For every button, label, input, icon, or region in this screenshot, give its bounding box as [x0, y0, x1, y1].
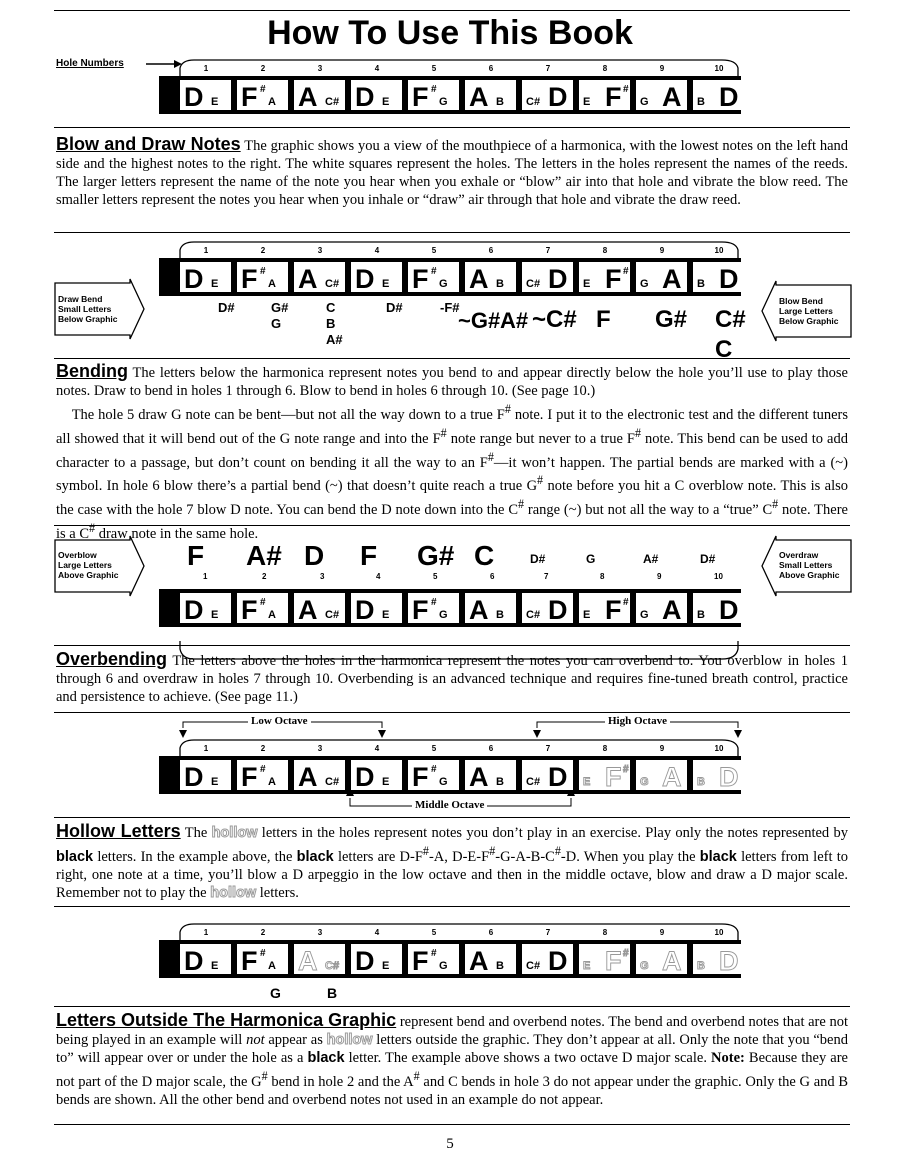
hole-number: 4: [374, 744, 380, 753]
blow-note: F: [605, 946, 622, 976]
hole-9: [636, 760, 687, 792]
draw-bend-note: C: [326, 300, 336, 315]
sharp-mark: #: [431, 764, 437, 775]
overbend-note: D#: [700, 552, 716, 566]
hole-7: [522, 593, 573, 625]
hole-9: [636, 262, 687, 294]
draw-bend-note: D#: [218, 300, 235, 315]
top-rule: [54, 10, 850, 11]
draw-note: B: [697, 960, 705, 972]
blow-note: D: [719, 946, 739, 976]
sharp-mark: #: [260, 948, 266, 959]
blow-note: A: [298, 595, 318, 625]
hole-10: [693, 80, 743, 112]
blow-note: F: [412, 82, 429, 112]
blow-note: D: [355, 595, 375, 625]
draw-note: A: [268, 960, 276, 972]
section-rule: [54, 817, 850, 818]
blow-note: F: [241, 264, 258, 294]
hole-number: 5: [433, 572, 438, 581]
hole-number: 5: [431, 744, 437, 753]
hole-number: 1: [203, 928, 209, 937]
sharp-mark: #: [431, 948, 437, 959]
hole-9: [636, 944, 687, 976]
draw-note: B: [496, 960, 504, 972]
blow-note: D: [355, 762, 375, 792]
hole-number: 7: [545, 246, 551, 255]
section-rule: [54, 232, 850, 233]
blow-note: A: [469, 82, 489, 112]
hole-number: 6: [488, 64, 494, 73]
draw-note: C#: [526, 776, 541, 788]
hole-number: 4: [374, 246, 380, 255]
draw-note: C#: [325, 776, 340, 788]
draw-bend-label: Draw Bend Small Letters Below Graphic: [58, 294, 118, 324]
blow-bend-label: Blow Bend Large Letters Below Graphic: [779, 296, 839, 326]
hole-number: 6: [490, 572, 495, 581]
draw-note: C#: [325, 960, 340, 972]
draw-note: E: [211, 960, 219, 972]
blow-bend-note: ~C#: [532, 306, 577, 333]
draw-note: B: [496, 609, 504, 621]
blow-note: D: [548, 82, 568, 112]
draw-note: G: [439, 776, 448, 788]
hole-number: 8: [600, 572, 605, 581]
hole-number: 3: [320, 572, 325, 581]
hole-4: [351, 593, 402, 625]
overbend-note: G: [586, 552, 596, 566]
draw-note: E: [382, 96, 390, 108]
sharp-mark: #: [260, 764, 266, 775]
overbend-note: G#: [417, 540, 455, 571]
draw-bend-note: G#: [271, 300, 289, 315]
hole-number: 9: [659, 64, 665, 73]
hole-number: 1: [203, 246, 209, 255]
section-rule: [54, 906, 850, 907]
hole-2: [237, 944, 288, 976]
draw-note: C#: [526, 960, 541, 972]
blow-note: A: [469, 595, 489, 625]
draw-note: E: [211, 776, 219, 788]
blow-note: D: [719, 82, 739, 112]
hole-1: [180, 760, 231, 792]
hole-1: [180, 262, 231, 294]
hole-number: 4: [376, 572, 381, 581]
hole-9: [636, 593, 687, 625]
blow-note: F: [605, 82, 622, 112]
hollow-heading: Hollow Letters: [56, 821, 181, 841]
blow-note: D: [719, 595, 739, 625]
sharp-mark: #: [431, 266, 437, 277]
hole-number: 8: [602, 246, 608, 255]
hole-5: [408, 262, 459, 294]
draw-note: G: [640, 609, 649, 621]
draw-bend-note: B: [326, 316, 336, 331]
draw-note: E: [211, 609, 219, 621]
hole-number: 10: [714, 928, 724, 937]
sharp-mark: #: [260, 266, 266, 277]
hole-number: 8: [602, 928, 608, 937]
draw-note: B: [496, 278, 504, 290]
hole-number: 2: [260, 246, 266, 255]
draw-note: E: [382, 960, 390, 972]
hole-2: [237, 593, 288, 625]
sharp-mark: #: [623, 266, 629, 277]
hole-1: [180, 80, 231, 112]
hole-2: [237, 80, 288, 112]
blow-note: F: [605, 595, 622, 625]
hole-3: [294, 593, 345, 625]
draw-note: C#: [526, 609, 541, 621]
hole-7: [522, 944, 573, 976]
sharp-mark: #: [431, 84, 437, 95]
blow-note: F: [241, 595, 258, 625]
sharp-mark: #: [623, 764, 629, 775]
blow-note: D: [548, 595, 568, 625]
hole-number: 5: [431, 246, 437, 255]
blow-note: F: [605, 762, 622, 792]
overbend-note: C: [474, 540, 495, 571]
section-rule: [54, 358, 850, 359]
blow-note: F: [412, 264, 429, 294]
hole-1: [180, 944, 231, 976]
hole-number: 8: [602, 64, 608, 73]
sharp-mark: #: [623, 948, 629, 959]
draw-note: C#: [325, 609, 340, 621]
blow-bend-note: C#: [715, 306, 746, 333]
draw-note: G: [640, 776, 649, 788]
hole-7: [522, 80, 573, 112]
hole-number: 9: [659, 246, 665, 255]
blow-note: D: [355, 264, 375, 294]
blow-draw-paragraph: Blow and Draw Notes The graphic shows you a view of the mouthpiece of a harmonica, with the lowest notes on the left hand side and the highest notes to the right. The white squares represent the holes. The letters in the holes represent the names of the reeds. The larger letters represent the name of the note you hear when you exhale or “blow” air into that hole and vibrate the blow reed. The smaller letters represent the notes you hear when you inhale or “draw” air through that hole and vibrate the draw reed.: [56, 134, 848, 208]
outside-heading: Letters Outside The Harmonica Graphic: [56, 1010, 397, 1030]
overbend-note: D#: [530, 552, 546, 566]
hole-5: [408, 593, 459, 625]
draw-note: A: [268, 96, 276, 108]
sharp-mark: #: [260, 84, 266, 95]
section-rule: [54, 645, 850, 646]
hole-number: 2: [260, 928, 266, 937]
hole-5: [408, 80, 459, 112]
blow-note: F: [241, 946, 258, 976]
draw-note: E: [211, 96, 219, 108]
hole-number: 10: [714, 744, 724, 753]
hole-6: [465, 262, 516, 294]
hole-5: [408, 944, 459, 976]
section-rule: [54, 1006, 850, 1007]
draw-bend-note: A#: [326, 332, 343, 347]
draw-note: G: [640, 960, 649, 972]
blow-note: A: [298, 264, 318, 294]
draw-note: B: [697, 278, 705, 290]
hole-number: 1: [203, 572, 208, 581]
low-octave-label: Low Octave: [248, 715, 311, 727]
hole-number: 9: [657, 572, 662, 581]
hole-number: 6: [488, 928, 494, 937]
hole-number: 1: [203, 64, 209, 73]
blow-note: A: [298, 762, 318, 792]
blow-note: D: [355, 82, 375, 112]
hole-4: [351, 760, 402, 792]
blow-note: A: [662, 595, 682, 625]
draw-note: G: [439, 609, 448, 621]
blow-bend-note: F: [596, 306, 611, 333]
blow-note: A: [662, 946, 682, 976]
draw-note: B: [496, 96, 504, 108]
hole-1: [180, 593, 231, 625]
overbending-heading: Overbending: [56, 649, 168, 669]
high-octave-label: High Octave: [605, 715, 670, 727]
hole-number: 6: [488, 246, 494, 255]
hole-3: [294, 944, 345, 976]
hole-3: [294, 80, 345, 112]
blow-note: D: [548, 762, 568, 792]
hole-6: [465, 593, 516, 625]
draw-note: A: [268, 776, 276, 788]
blow-note: A: [469, 264, 489, 294]
hole-number: 1: [203, 744, 209, 753]
hole-2: [237, 760, 288, 792]
blow-draw-heading: Blow and Draw Notes: [56, 134, 241, 154]
hole-8: [579, 593, 630, 625]
blow-bend-note: G#: [655, 306, 688, 333]
draw-note: B: [697, 609, 705, 621]
hole-number: 9: [659, 928, 665, 937]
hole-9: [636, 80, 687, 112]
overblow-label: Overblow Large Letters Above Graphic: [58, 550, 119, 580]
draw-note: E: [211, 278, 219, 290]
hole-8: [579, 760, 630, 792]
hole-10: [693, 760, 743, 792]
blow-note: A: [662, 762, 682, 792]
overbend-note: D: [304, 540, 325, 571]
hole-numbers-label: Hole Numbers: [56, 58, 124, 69]
draw-bend-note: A#: [500, 308, 529, 333]
bottom-rule: [54, 1124, 850, 1125]
hole-6: [465, 760, 516, 792]
blow-note: D: [184, 762, 204, 792]
overbend-note: F: [187, 540, 205, 571]
draw-note: E: [583, 609, 591, 621]
sharp-mark: #: [260, 597, 266, 608]
blow-note: D: [719, 762, 739, 792]
blow-note: F: [605, 264, 622, 294]
blow-note: A: [469, 762, 489, 792]
hole-8: [579, 80, 630, 112]
overbending-paragraph: Overbending The letters above the holes in the harmonica represent the notes you can overbend to. You overblow in holes 1 through 6 and overdraw in holes 7 through 10. Overbending is an advanced technique and requires fine-tuned breath control, practice and persistence to achieve. (See page 11.): [56, 649, 848, 705]
section-rule: [54, 712, 850, 713]
hole-number: 4: [374, 928, 380, 937]
blow-note: F: [412, 762, 429, 792]
draw-note: G: [439, 96, 448, 108]
blow-note: F: [241, 762, 258, 792]
draw-note: G: [640, 278, 649, 290]
blow-note: D: [184, 946, 204, 976]
blow-note: F: [412, 595, 429, 625]
hole-number: 3: [317, 744, 323, 753]
hole-6: [465, 80, 516, 112]
draw-note: A: [268, 609, 276, 621]
blow-note: F: [241, 82, 258, 112]
outside-paragraph: Letters Outside The Harmonica Graphic represent bend and overbend notes. The bend and overbend notes that are not being played in an example will not appear as hollow letters outside the graphic. They don’t appear at all. Only the note that you “bend to” will appear over or under the hole as a black letter. The example above shows a two octave D major scale. Note: Because they are not part of the D major scale, the G# bend in hole 2 and the A# and C bends in hole 3 do not appear under the graphic. Only the G and B bends are shown. All the other bend and overbend notes not used in an example do not appear.: [56, 1010, 849, 1108]
hole-number: 3: [317, 64, 323, 73]
outside-bend-note: B: [327, 985, 338, 1001]
draw-note: B: [697, 776, 705, 788]
sharp-mark: #: [431, 597, 437, 608]
hollow-paragraph: Hollow Letters The hollow letters in the holes represent notes you don’t play in an exercise. Play only the notes represented by black letters. In the example above, the black letters are D-F#-A, D-E-F#-G-A-B-C#-D. When you play the black letters from left to right, one note at a time, you’ll blow a D arpeggio in the low octave and then in the middle octave, blow and draw a D major scale. Remember not to play the hollow letters.: [56, 821, 848, 901]
draw-bend-note: -F#: [440, 300, 460, 315]
hole-number: 6: [488, 744, 494, 753]
outside-bend-note: G: [270, 985, 281, 1001]
hole-8: [579, 262, 630, 294]
hole-10: [693, 944, 743, 976]
blow-note: D: [355, 946, 375, 976]
hole-number: 8: [602, 744, 608, 753]
hole-number: 7: [545, 64, 551, 73]
overdraw-label: Overdraw Small Letters Above Graphic: [779, 550, 840, 580]
hole-6: [465, 944, 516, 976]
draw-note: E: [382, 776, 390, 788]
draw-note: C#: [325, 278, 340, 290]
blow-note: A: [298, 82, 318, 112]
blow-note: D: [184, 595, 204, 625]
overbend-note: F: [360, 540, 378, 571]
hole-10: [693, 593, 743, 625]
overbend-note: A#: [246, 540, 282, 571]
draw-note: E: [583, 96, 591, 108]
blow-bend-note: C: [715, 336, 733, 363]
draw-note: G: [640, 96, 649, 108]
draw-bend-note: D#: [386, 300, 403, 315]
blow-note: A: [298, 946, 318, 976]
blow-note: D: [548, 946, 568, 976]
hole-4: [351, 944, 402, 976]
hole-7: [522, 760, 573, 792]
draw-note: G: [439, 960, 448, 972]
blow-note: F: [412, 946, 429, 976]
sharp-mark: #: [623, 84, 629, 95]
hole-10: [693, 262, 743, 294]
draw-note: E: [583, 960, 591, 972]
hole-number: 7: [545, 928, 551, 937]
draw-note: B: [697, 96, 705, 108]
draw-note: A: [268, 278, 276, 290]
hole-5: [408, 760, 459, 792]
blow-note: A: [469, 946, 489, 976]
draw-note: C#: [526, 96, 541, 108]
hole-number: 10: [714, 246, 724, 255]
draw-note: B: [496, 776, 504, 788]
blow-note: A: [662, 264, 682, 294]
blow-note: D: [184, 82, 204, 112]
hole-number: 2: [260, 744, 266, 753]
hole-number: 2: [262, 572, 267, 581]
hole-number: 4: [374, 64, 380, 73]
hole-number: 7: [545, 744, 551, 753]
hole-number: 9: [659, 744, 665, 753]
draw-note: C#: [325, 96, 340, 108]
draw-note: E: [583, 278, 591, 290]
draw-bend-note: ~G#: [458, 308, 501, 333]
hole-4: [351, 262, 402, 294]
blow-note: D: [184, 264, 204, 294]
blow-note: D: [719, 264, 739, 294]
hole-8: [579, 944, 630, 976]
blow-note: A: [662, 82, 682, 112]
hole-number: 5: [431, 928, 437, 937]
hole-3: [294, 262, 345, 294]
blow-note: D: [548, 264, 568, 294]
page-title: How To Use This Book: [267, 14, 633, 52]
section-rule: [54, 127, 850, 128]
bending-paragraph: Bending The letters below the harmonica represent notes you bend to and appear directly below the hole you’ll use to play those notes. Draw to bend in holes 1 through 6. Blow to bend in holes 6 through 10. (See page 10.) The hole 5 draw G note can be bent—but not all the way down to a true F# note. I put it to the electronic test and the different tuners all showed that it will bend out of the G note range and into the F# note range but never to a true F# note. This bend can be used to add character to a passage, but don’t count on bending it all the way to an F#—it won’t happen. The partial bends are marked with a (~) symbol. In hole 6 blow there’s a partial bend (~) that doesn’t quite reach a true G# note before you hit a C overblow note. This is also the case with the hole 7 blow D note. You can bend the D note down into the C# range (~) but not all the way to a “true” C# note. There is a C# draw note in the same hole.: [56, 361, 849, 542]
hole-number: 3: [317, 928, 323, 937]
hole-number: 7: [544, 572, 549, 581]
hole-number: 5: [431, 64, 437, 73]
hole-number: 10: [714, 572, 723, 581]
draw-note: E: [382, 278, 390, 290]
hole-number: 2: [260, 64, 266, 73]
draw-bend-note: G: [271, 316, 282, 331]
hole-number: 3: [317, 246, 323, 255]
hole-4: [351, 80, 402, 112]
draw-note: E: [583, 776, 591, 788]
bending-heading: Bending: [56, 361, 128, 381]
sharp-mark: #: [623, 597, 629, 608]
draw-note: G: [439, 278, 448, 290]
overbend-note: A#: [643, 552, 659, 566]
section-rule: [54, 525, 850, 526]
hole-7: [522, 262, 573, 294]
middle-octave-label: Middle Octave: [412, 799, 487, 811]
hole-2: [237, 262, 288, 294]
hole-3: [294, 760, 345, 792]
hole-number: 10: [714, 64, 724, 73]
page-number: 5: [446, 1136, 454, 1152]
draw-note: E: [382, 609, 390, 621]
draw-note: C#: [526, 278, 541, 290]
